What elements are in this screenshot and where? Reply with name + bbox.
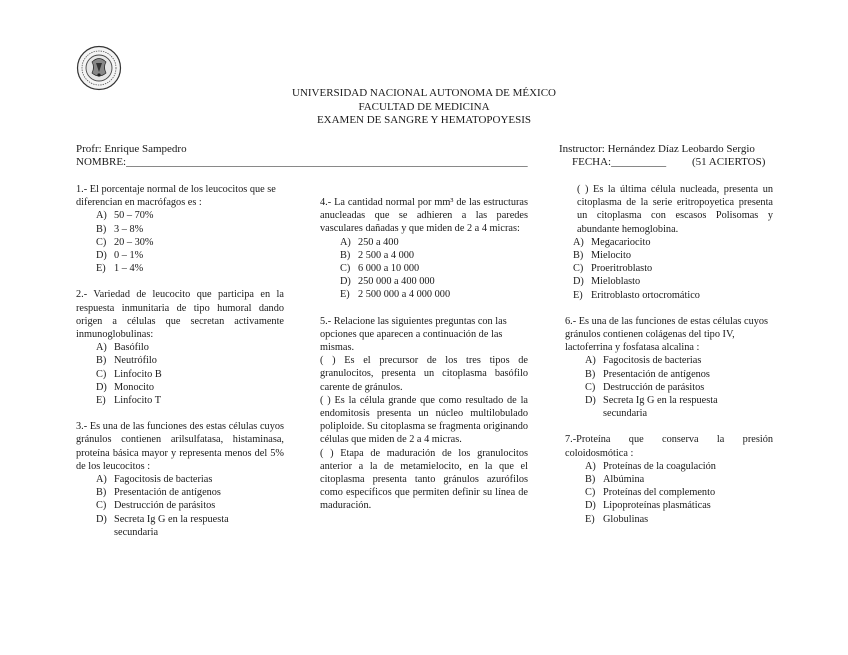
question-6-options [565,354,773,420]
option-row[interactable]: C) Destrucción de parásitos [585,381,705,393]
question-1 [76,183,284,275]
question-2-options [76,341,284,407]
option-row[interactable]: D) Lipoproteínas plasmáticas [585,500,711,512]
option-row[interactable]: E) Eritroblasto ortocromático [573,289,700,301]
option-row[interactable]: B) 2 500 a 4 000 [340,249,415,261]
question-5-item-2[interactable]: ( ) Es la célula grande que como resultado de la endomitosis presenta un núcleo multilobulado poliploide. Su citoplasma se fragmenta originando células que miden de 2 a 4 micras. [320,394,528,446]
option-row[interactable]: C) Proteínas del complemento [585,487,716,499]
column-1 [76,183,284,539]
question-4 [320,196,528,302]
option-row[interactable]: B) 3 – 8% [96,223,144,235]
question-2-text: 2.- Variedad de leucocito que participa en la respuesta inmunitaria de tipo humoral dando origen a células que secretan activamente inmunoglobulinas: [76,289,284,341]
option-row[interactable]: B) Presentación de antígenos [96,487,221,499]
question-1-text: 1.- El porcentaje normal de los leucocitos que se diferencian en macrófagos es : [76,184,276,209]
question-5 [320,315,528,513]
option-row[interactable]: D) Monocito [96,381,155,393]
option-row[interactable]: E) Linfocito T [96,395,161,407]
question-7-text: 7.-Proteína que conserva la presión coloidosmótica : [565,434,773,459]
score-total: (51 ACIERTOS) [692,156,766,168]
question-3-text: 3.- Es una de las funciones des estas células cuyos gránulos contienen arilsulfatasa, histaminasa, proteína básica mayor y representa menos del 5% de los leucocitos : [76,421,284,472]
option-row[interactable]: A) Fagocitosis de bacterias [96,474,213,486]
option-row[interactable]: D) 0 – 1% [96,250,144,262]
question-3 [76,420,284,539]
question-3-options [76,473,284,539]
option-row[interactable]: B) Albúmina [585,474,645,486]
option-row[interactable]: C) Proeritroblasto [573,263,653,275]
question-4-options [320,236,528,302]
option-row[interactable]: B) Mielocito [573,250,632,262]
option-row[interactable]: A) Megacariocito [573,236,651,248]
option-row[interactable]: B) Presentación de antígenos [585,368,710,380]
question-1-options [76,209,284,275]
exam-header [0,87,848,128]
option-row[interactable]: A) Proteínas de la coagulación [585,460,716,472]
question-5-intro: 5.- Relacione las siguientes preguntas con las opciones que aparecen a continuación de las mismas. [320,315,507,354]
faculty-name: FACULTAD DE MEDICINA [358,100,490,113]
column-3 [565,183,773,526]
name-field[interactable]: NOMBRE:_________________________________________________________________________ [76,156,528,168]
option-row[interactable]: C) Destrucción de parásitos [96,500,216,512]
question-5-item-3[interactable]: ( ) Etapa de maduración de los granulocitos anterior a la de metamielocito, en la que el citoplasma presenta tanto gránulos azurófilos como específicos que permiten definir su línea de maduración. [320,447,528,512]
option-row[interactable]: E) 2 500 000 a 4 000 000 [340,289,451,301]
exam-title: EXAMEN DE SANGRE Y HEMATOPOYESIS [316,114,532,126]
instructor-name: Instructor: Hernández Díaz Leobardo Sergio [559,143,755,155]
question-5-options [565,236,773,302]
question-7-options [565,460,773,526]
question-6-text: 6.- Es una de las funciones de estas células cuyos gránulos contienen colágenas del tipo IV, lactoferrina y fosfatasa alcalina : [565,315,769,354]
university-name: UNIVERSIDAD NACIONAL AUTONOMA DE MÉXICO [292,87,556,99]
date-field[interactable]: FECHA:__________ [572,156,667,168]
option-row[interactable]: E) 1 – 4% [96,263,144,275]
professor-name: Profr: Enrique Sampedro [76,143,187,155]
option-row[interactable]: D) 250 000 a 400 000 [340,276,435,288]
option-row[interactable]: A) 50 – 70% [96,210,154,222]
option-row[interactable]: C) Linfocito B [96,368,162,380]
option-row[interactable]: C) 6 000 a 10 000 [340,263,420,275]
option-row[interactable]: D) Secreta Ig G en la respuesta secundaria [96,513,229,538]
unam-seal-logo [76,45,122,91]
option-row[interactable]: E) Globulinas [585,513,649,525]
option-row[interactable]: A) Fagocitosis de bacterias [585,355,702,367]
option-row[interactable]: A) 250 a 400 [340,236,399,248]
question-6 [565,315,773,421]
option-row[interactable]: A) Basófilo [96,342,149,354]
option-row[interactable]: D) Mieloblasto [573,276,641,288]
column-2 [320,196,528,513]
option-row[interactable]: D) Secreta Ig G en la respuesta secundaria [585,395,718,420]
question-2 [76,288,284,407]
question-4-text: 4.- La cantidad normal por mm³ de las estructuras anucleadas que se adhieren a las paredes vasculares dañadas y que miden de 2 a 4 micras: [320,197,528,235]
option-row[interactable]: C) 20 – 30% [96,236,154,248]
question-5-continued [565,183,773,302]
question-5-item-1[interactable]: ( ) Es el precursor de los tres tipos de granulocitos, presenta un citoplasma basófilo carente de gránulos. [320,355,528,393]
question-7 [565,433,773,525]
option-row[interactable]: B) Neutrófilo [96,355,157,367]
question-5-item-4[interactable]: ( ) Es la última célula nucleada, presenta un citoplasma de la serie eritropoyetica presenta un citoplasma con escasos Polisomas y abundante hemoglobina. [577,184,773,235]
